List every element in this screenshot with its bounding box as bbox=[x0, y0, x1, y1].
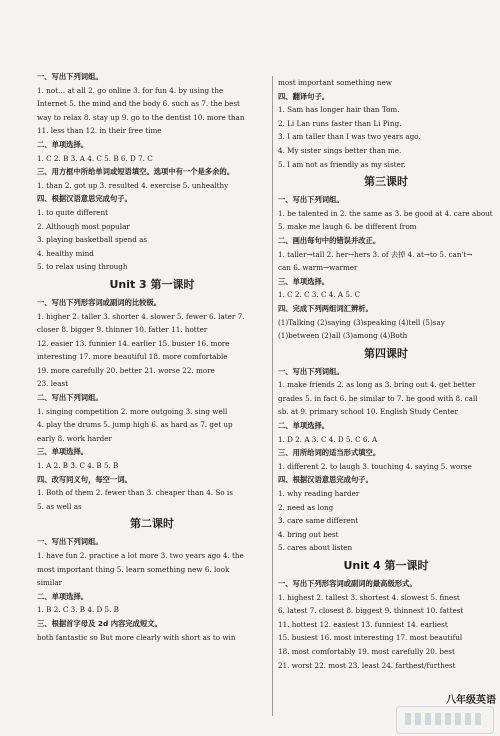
section-heading: 三、用方框中所给单词或短语填空。选项中有一个是多余的。 bbox=[37, 167, 235, 177]
answer-line: way to relax 8. stay up 9. go to the dentist 10. more than bbox=[37, 112, 245, 122]
answer-line: interesting 17. more beautiful 18. more comfortable bbox=[37, 352, 228, 362]
answer-line: 1. to quite different bbox=[37, 207, 109, 217]
answer-line: 5. to relax using through bbox=[37, 262, 128, 272]
lesson-heading: 第三课时 bbox=[364, 175, 408, 189]
answer-line: 1. singing competition 2. more outgoing 3. sing well bbox=[37, 406, 228, 416]
answer-line: early 8. work harder bbox=[37, 433, 112, 443]
section-heading: 一、写出下列形容词或副词的最高级形式。 bbox=[278, 579, 417, 588]
column-divider bbox=[272, 76, 273, 716]
answer-line: 2. Li Lan runs faster than Li Ping. bbox=[278, 118, 402, 128]
answer-line: 4. My sister sings better than me. bbox=[278, 145, 402, 155]
answer-line: 5. I am not as friendly as my sister. bbox=[278, 159, 406, 169]
answer-line: 15. busiest 16. most interesting 17. most beautiful bbox=[278, 633, 463, 643]
answer-line: 1. A 2. B 3. C 4. B 5. B bbox=[37, 461, 119, 471]
lesson-heading: 第二课时 bbox=[130, 517, 174, 531]
answer-line: 11. less than 12. in their free time bbox=[37, 126, 162, 136]
answer-line: 2. need as long bbox=[278, 502, 334, 512]
section-heading: 一、写出下列词组。 bbox=[37, 537, 103, 547]
section-heading: 一、写出下列形容词或副词的比较级。 bbox=[37, 297, 162, 307]
answer-line: 1. different 2. to laugh 3. touching 4. saying 5. worse bbox=[278, 461, 472, 471]
answer-line: grades 5. in fact 6. be similar to 7. be good with 8. call bbox=[278, 393, 478, 403]
answer-line: (1)between (2)all (3)among (4)Both bbox=[278, 331, 408, 341]
section-heading: 二、单项选择。 bbox=[37, 139, 89, 149]
answer-line: 1. not… at all 2. go online 3. for fun 4. by using the bbox=[37, 85, 224, 95]
answer-line: 1. B 2. C 3. B 4. D 5. B bbox=[37, 605, 119, 615]
answer-line: similar bbox=[37, 578, 63, 588]
answer-line: 1. Both of them 2. fewer than 3. cheaper than 4. So is bbox=[37, 488, 233, 498]
answer-line: 4. healthy mind bbox=[37, 248, 94, 258]
answer-line: 1. D 2. A 3. C 4. D 5. C 6. A bbox=[278, 434, 378, 444]
right-column bbox=[278, 76, 494, 672]
answer-line: 21. worst 22. most 23. least 24. farthest/furthest bbox=[278, 660, 456, 670]
section-heading: 三、单项选择。 bbox=[37, 447, 89, 457]
left-column bbox=[37, 70, 267, 644]
section-heading: 二、画出每句中的错误并改正。 bbox=[278, 235, 381, 245]
section-heading: 四、翻译句子。 bbox=[278, 91, 330, 101]
answer-line: 1. C 2. B 3. A 4. C 5. B 6. D 7. C bbox=[37, 153, 153, 163]
section-heading: 二、单项选择。 bbox=[37, 591, 89, 601]
answer-line: 2. Although most popular bbox=[37, 221, 130, 231]
answer-line: Internet 5. the mind and the body 6. such as 7. the best bbox=[37, 99, 240, 109]
answer-line: 1. be talented in 2. the same as 3. be good at 4. care about bbox=[278, 208, 493, 218]
section-heading: 四、改写同义句，每空一词。 bbox=[37, 474, 132, 484]
watermark-logo bbox=[396, 706, 494, 734]
section-heading: 一、写出下列词组。 bbox=[278, 366, 344, 376]
answer-line: (1)Talking (2)saying (3)speaking (4)tell (5)say bbox=[278, 317, 445, 327]
answer-line: 4. play the drums 5. jump high 6. as hard as 7. get up bbox=[37, 420, 233, 430]
answer-line: 1. Sam has longer hair than Tom. bbox=[278, 105, 400, 115]
answer-line: 1. why reading harder bbox=[278, 489, 360, 499]
section-heading: 四、根据汉语意思完成句子。 bbox=[37, 194, 132, 204]
answer-line: 3. playing basketball spend as bbox=[37, 235, 148, 245]
answer-line: 4. bring out best bbox=[278, 529, 339, 539]
section-heading: 二、单项选择。 bbox=[278, 421, 330, 431]
answer-line: closer 8. bigger 9. thinner 10. fatter 11. hotter bbox=[37, 325, 208, 335]
section-heading: 一、写出下列词组。 bbox=[278, 195, 344, 205]
section-heading: 三、根据首字母及 2d 内容完成短文。 bbox=[37, 618, 162, 628]
answer-line: sb. at 9. primary school 10. English Study Center bbox=[278, 407, 458, 417]
section-heading: 三、用所给词的适当形式填空。 bbox=[278, 448, 381, 458]
page-footer: 八年级英语 bbox=[446, 695, 496, 706]
lesson-heading: 第四课时 bbox=[364, 346, 408, 360]
answer-line: 6. latest 7. closest 8. biggest 9. thinnest 10. fattest bbox=[278, 606, 464, 616]
answer-line: 12. easier 13. funnier 14. earlier 15. busier 16. more bbox=[37, 338, 230, 348]
answer-line: 1. C 2. C 3. C 4. A 5. C bbox=[278, 290, 361, 300]
section-heading: 四、根据汉语意思完成句子。 bbox=[278, 475, 373, 485]
answer-line: 19. more carefully 20. better 21. worse 22. more bbox=[37, 365, 215, 375]
answer-line: most important something new bbox=[278, 78, 392, 87]
answer-line: 1. highest 2. tallest 3. shortest 4. slowest 5. finest bbox=[278, 592, 460, 602]
answer-line: 23. least bbox=[37, 379, 69, 389]
answer-line: most important thing 5. learn something new 6. look bbox=[37, 564, 230, 574]
answer-line: 1. make friends 2. as long as 3. bring out 4. get better bbox=[278, 380, 476, 390]
answer-line: 18. most comfortably 19. most carefully 20. best bbox=[278, 646, 455, 656]
answer-line: 3. I am taller than I was two years ago. bbox=[278, 132, 421, 142]
answer-line: 5. make me laugh 6. be different from bbox=[278, 222, 417, 232]
unit-heading: Unit 3 第一课时 bbox=[109, 277, 195, 291]
answer-line: 5. as well as bbox=[37, 501, 82, 511]
section-heading: 三、单项选择。 bbox=[278, 276, 330, 286]
answer-line: 1. taller→tall 2. her→hers 3. of 去掉 4. at→to 5. can't→ bbox=[278, 249, 473, 259]
answer-line: 5. cares about listen bbox=[278, 543, 353, 553]
answer-line: 3. care same different bbox=[278, 516, 359, 526]
answer-line: 11. hottest 12. easiest 13. funniest 14. earliest bbox=[278, 619, 448, 629]
answer-line: 1. have fun 2. practice a lot more 3. two years ago 4. the bbox=[37, 551, 244, 560]
answer-line: both fantastic so But more clearly with short as to win bbox=[37, 632, 236, 642]
answer-line: 1. than 2. got up 3. resulted 4. exercise 5. unhealthy bbox=[37, 180, 229, 190]
section-heading: 一、写出下列词组。 bbox=[37, 72, 103, 81]
section-heading: 二、写出下列词组。 bbox=[37, 393, 103, 403]
unit-heading: Unit 4 第一课时 bbox=[343, 559, 429, 572]
answer-line: 1. higher 2. taller 3. shorter 4. slower 5. fewer 6. later 7. bbox=[37, 311, 245, 321]
section-heading: 四、完成下列两组词汇辨析。 bbox=[278, 303, 373, 313]
answer-line: can 6. warm→warmer bbox=[278, 263, 358, 273]
